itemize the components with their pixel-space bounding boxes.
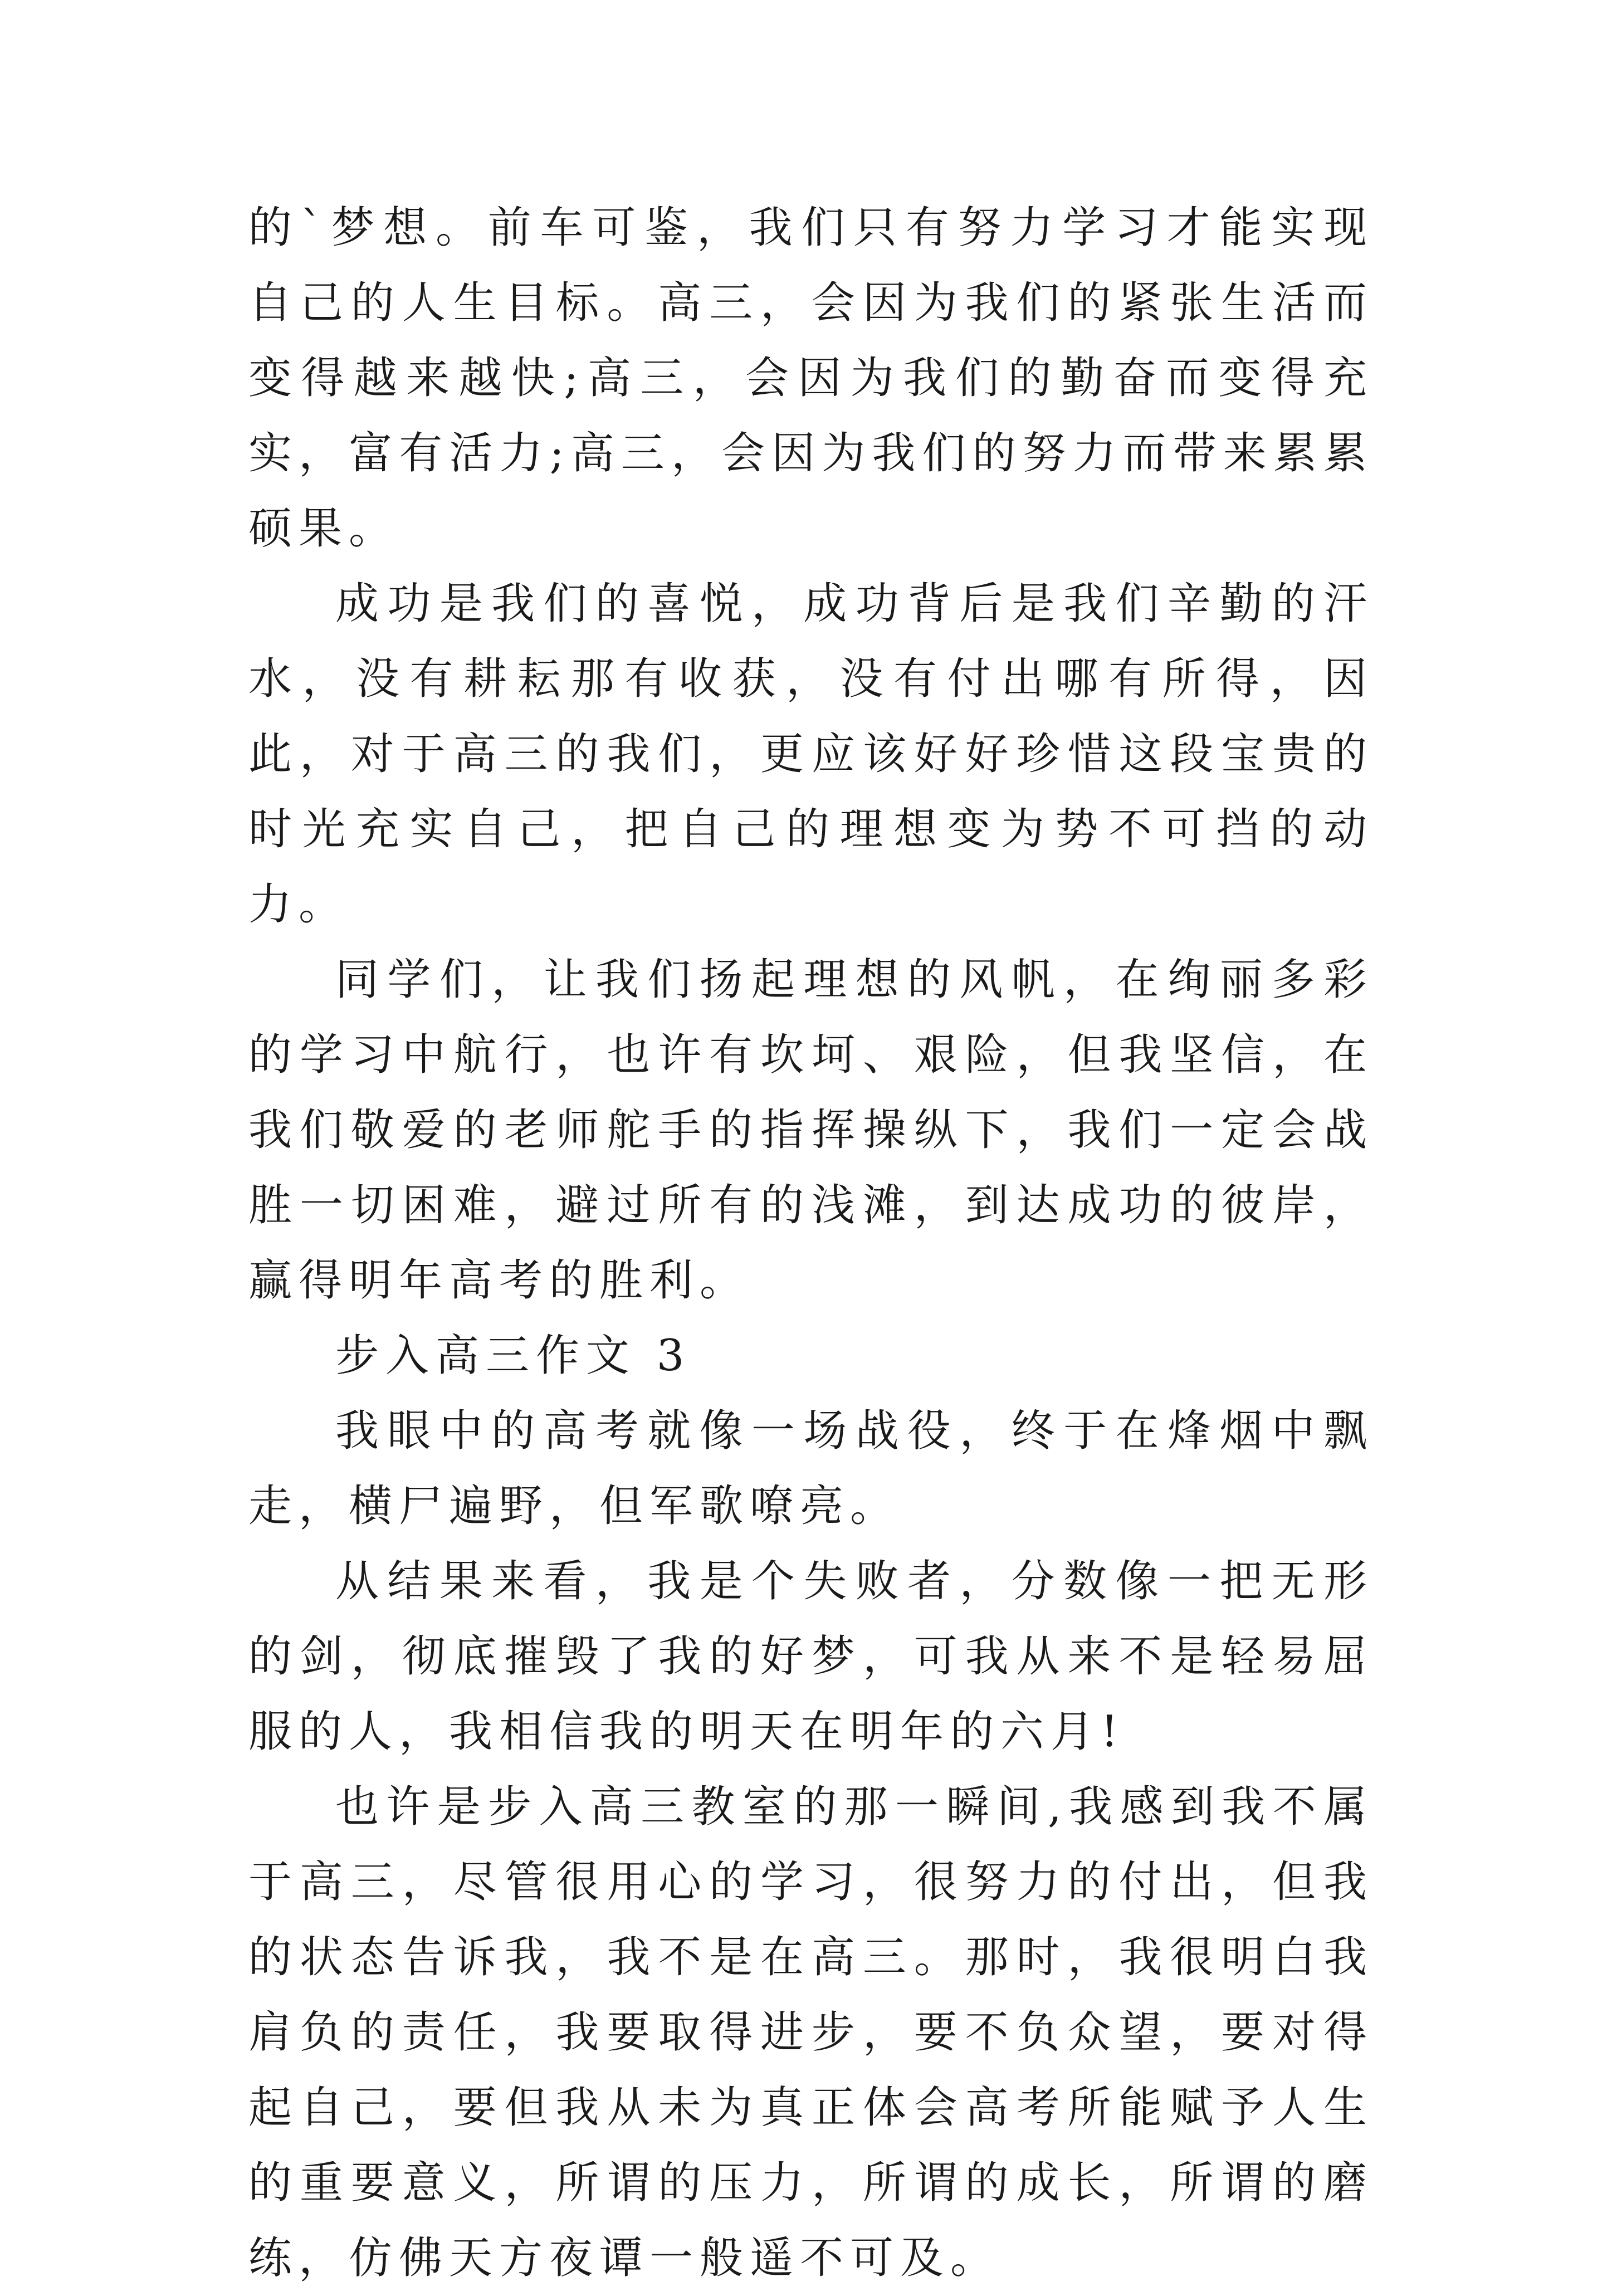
section-heading: 步入高三作文 3 xyxy=(335,1331,691,1381)
paragraph-exam-battle: 我眼中的高考就像一场战役，终于在烽烟中飘走，横尸遍野，但军歌嘹亮。 xyxy=(248,1406,1374,1531)
paragraph-success: 成功是我们的喜悦，成功背后是我们辛勤的汗水，没有耕耘那有收获，没有付出哪有所得，因此，对于高三的我们，更应该好好珍惜这段宝贵的时光充实自己，把自己的理想变为势不可挡的动力。 xyxy=(248,579,1374,930)
paragraph-entering-classroom: 也许是步入高三教室的那一瞬间,我感到我不属于高三，尽管很用心的学习，很努力的付出，但我的状态告诉我，我不是在高三。那时，我很明白我肩负的责任，我要取得进步，要不负众望，要对得起自己，要但我从未为真正体会高考所能赋予人生的重要意义，所谓的压力，所谓的成长，所谓的磨练，仿佛天方夜谭一般遥不可及。 xyxy=(248,1782,1374,2283)
paragraph-result: 从结果来看，我是个失败者，分数像一把无形的剑，彻底摧毁了我的好梦，可我从来不是轻易屈服的人，我相信我的明天在明年的六月! xyxy=(248,1556,1374,1757)
paragraph-classmates: 同学们，让我们扬起理想的风帆，在绚丽多彩的学习中航行，也许有坎坷、艰险，但我坚信，在我们敬爱的老师舵手的指挥操纵下，我们一定会战胜一切困难，避过所有的浅滩，到达成功的彼岸，赢得明年高考的胜利。 xyxy=(248,955,1374,1306)
document-body xyxy=(248,190,1374,2296)
paragraph-continuation: 的`梦想。前车可鉴，我们只有努力学习才能实现自己的人生目标。高三，会因为我们的紧张生活而变得越来越快;高三，会因为我们的勤奋而变得充实，富有活力;高三，会因为我们的努力而带来累累硕果。 xyxy=(248,203,1374,554)
